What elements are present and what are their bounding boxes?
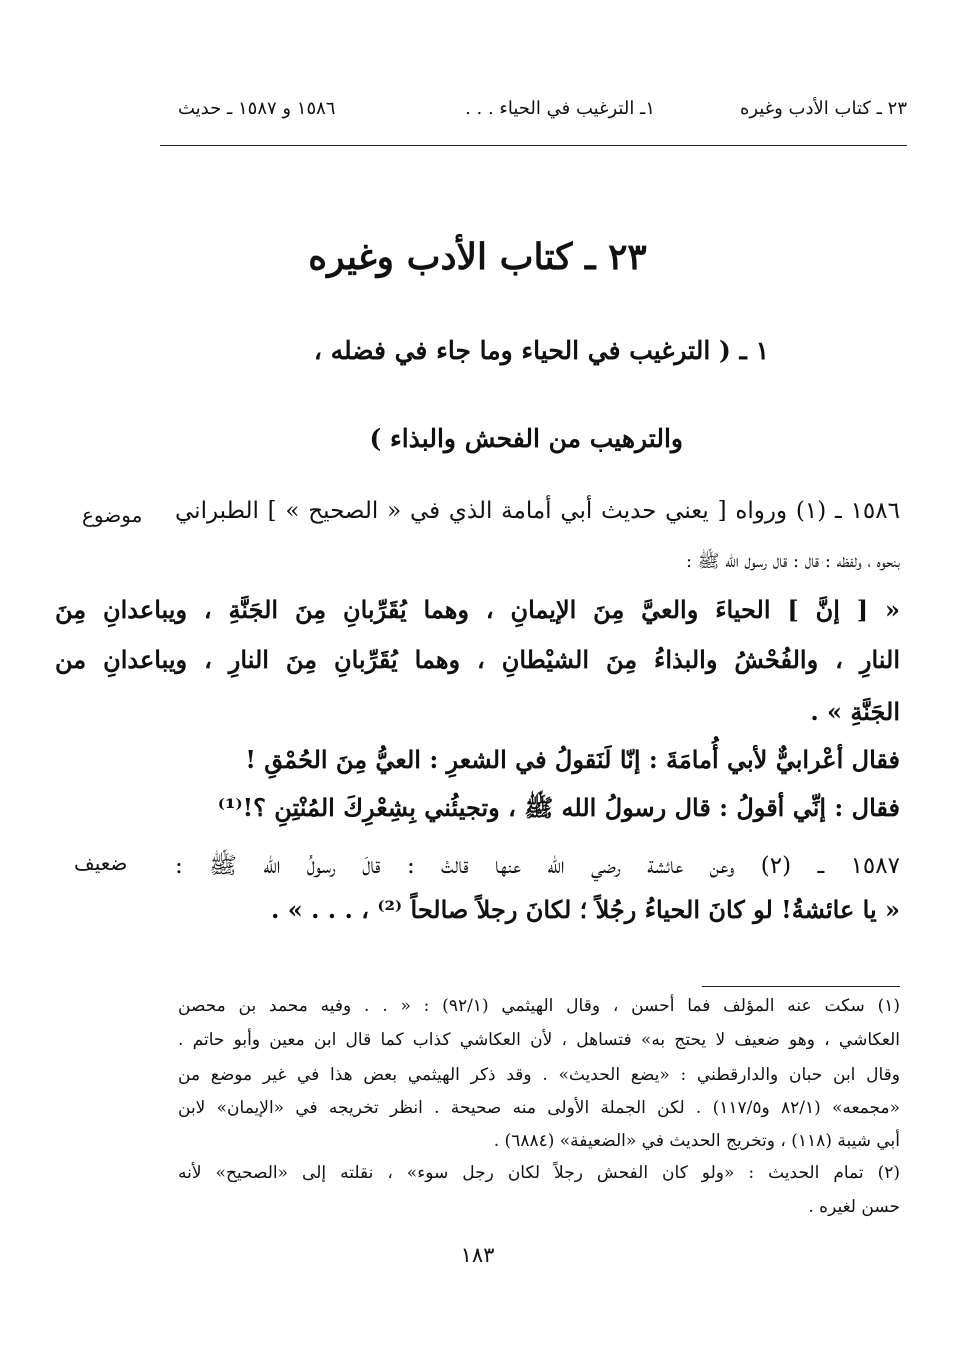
running-header-chapter: ٢٣ ـ كتاب الأدب وغيره <box>739 98 907 119</box>
chapter-title: ٢٣ ـ كتاب الأدب وغيره <box>308 236 647 278</box>
hadith-1587-intro: ١٥٨٧ ـ (٢) وعن عائشة رضي الله عنها قالتْ : قالَ رسولُ الله ﷺ : <box>175 853 900 879</box>
hadith-1586-intro: ١٥٨٦ ـ (١) ورواه [ يعني حديث أبي أمامة الذي في « الصحيح » ] الطبراني <box>175 498 900 524</box>
bedouin-remark: فقال أعْرابيٌّ لأبي أُمامَةَ : إنّا لَنَقولُ في الشعرِ : العيُّ مِنَ الحُمْقِ ! <box>245 745 900 774</box>
section-title-line-1: ١ ـ ( الترغيب في الحياء وما جاء في فضله ، <box>313 336 769 365</box>
hadith-1586-text-line-1: « [ إنَّ ] الحياءَ والعيَّ مِنَ الإيمانِ ، وهما يُقَرِّبانِ مِنَ الجَنَّةِ ، ويباعدانِ مِنَ <box>55 595 900 624</box>
footnote-2-line-2: حسن لغيره . <box>808 1197 900 1217</box>
hadith-1587-text: « يا عائشةُ! لو كانَ الحياءُ رجُلاً ؛ لكانَ رجلاً صالحاً ⁽²⁾ ، . . . » . <box>271 895 900 924</box>
running-header-hadith-range: ١٥٨٦ و ١٥٨٧ ـ حديث <box>178 98 336 119</box>
hadith-1586-text-line-3: الجَنَّةِ » . <box>810 697 900 726</box>
header-divider <box>160 145 907 146</box>
grade-label-1587: ضعيف <box>74 851 128 875</box>
abu-umama-reply: فقال : إنِّي أقولُ : قال رسولُ الله ﷺ ، وتجيئُني بِشِعْرِكَ المُنْتِنِ ؟!⁽¹⁾ <box>217 793 900 822</box>
footnote-1-line-3: وقال ابن حبان والدارقطني : «يضع الحديث» . وقد ذكر الهيثمي بعض هذا في غير موضع من <box>178 1065 900 1085</box>
hadith-1586-wording: بنحوه ، ولفظه : قال : قال رسول الله ﷺ : <box>686 551 900 572</box>
footnote-1-line-1: (١) سكت عنه المؤلف فما أحسن ، وقال الهيثمي (٩٢/١) : « . . وفيه محمد بن محصن <box>178 996 900 1016</box>
footnote-1-line-5: أبي شيبة (١١٨) ، وتخريج الحديث في «الضعيفة» (٦٨٨٤) . <box>493 1131 900 1151</box>
page-number: ١٨٣ <box>460 1243 495 1267</box>
section-title-line-2: والترهيب من الفحش والبذاء ) <box>369 424 683 453</box>
footnote-2-line-1: (٢) تمام الحديث : «ولو كان الفحش رجلاً لكان رجل سوء» ، نقلته إلى «الصحيح» لأنه <box>178 1163 900 1183</box>
hadith-1586-text-line-2: النارِ ، والفُحْشُ والبذاءُ مِنَ الشيْطانِ ، وهما يُقَرِّبانِ مِنَ النارِ ، ويباعدانِ من <box>55 645 900 674</box>
footnote-1-line-4: «مجمعه» (٨٢/١ و١١٧/٥) . لكن الجملة الأولى منه صحيحة . انظر تخريجه في «الإيمان» لابن <box>178 1098 900 1118</box>
running-header-section: ١ـ الترغيب في الحياء . . . <box>465 98 655 119</box>
footnote-divider <box>702 986 900 987</box>
grade-label-1586: موضوع <box>82 503 143 527</box>
footnote-1-line-2: العكاشي ، وهو ضعيف لا يحتج به» فتساهل ، لأن العكاشي كذاب كما قال ابن معين وأبو حاتم . <box>178 1030 900 1050</box>
